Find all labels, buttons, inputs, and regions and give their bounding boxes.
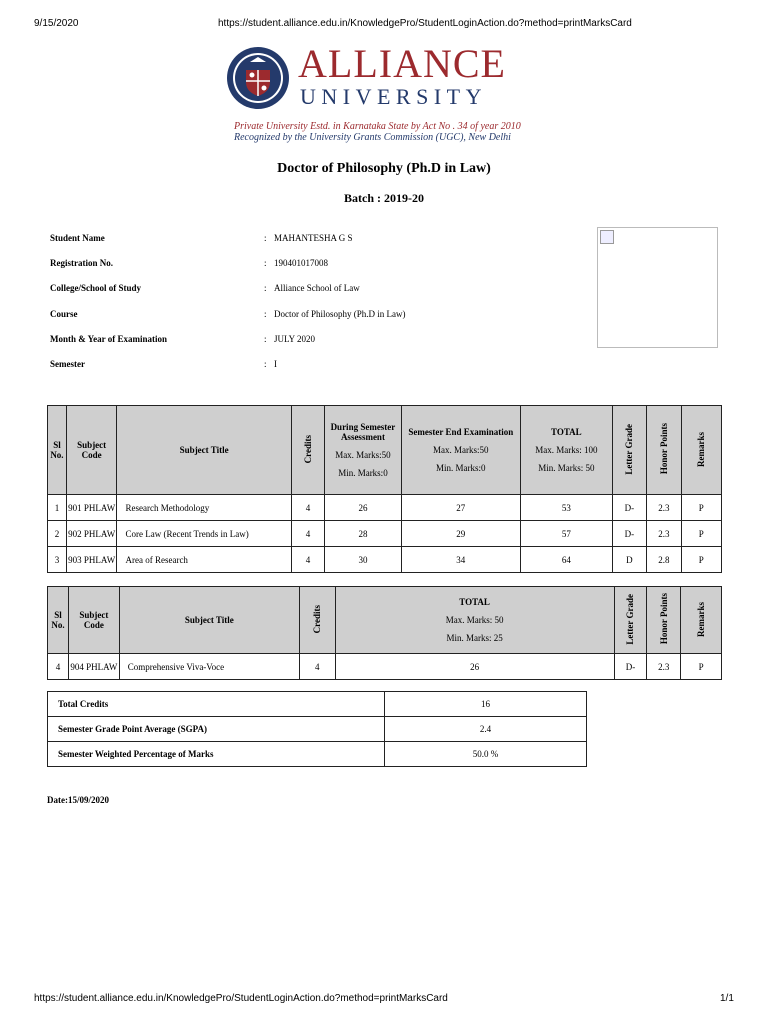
course-label: Course <box>50 309 78 319</box>
cell-points: 2.8 <box>647 547 681 573</box>
col-honor-points: Honor Points <box>647 587 681 654</box>
total-max: Max. Marks: 50 <box>445 615 504 625</box>
total-heading: TOTAL <box>459 597 490 607</box>
cell-points: 2.3 <box>647 495 681 521</box>
cell-remarks: P <box>681 547 721 573</box>
cell-remarks: P <box>681 495 721 521</box>
cell-total: 57 <box>521 521 613 547</box>
col-total <box>521 406 613 495</box>
logo-tagline-estd: Private University Estd. in Karnataka State by Act No . 34 of year 2010 <box>234 121 521 132</box>
cell-credits: 4 <box>291 547 324 573</box>
issue-date: Date:15/09/2020 <box>47 795 109 805</box>
cell-credits: 4 <box>299 654 335 680</box>
col-subject-title: Subject Title <box>119 587 299 654</box>
student-name-value: MAHANTESHA G S <box>274 233 353 243</box>
colon: : <box>264 233 267 243</box>
cell-grade: D- <box>612 521 646 547</box>
total-credits-value: 16 <box>385 692 587 717</box>
dsa-min: Min. Marks:0 <box>338 468 388 478</box>
col-subject-title: Subject Title <box>117 406 291 495</box>
university-seal-logo <box>226 46 290 110</box>
total-max: Max. Marks: 100 <box>535 445 598 455</box>
cell-grade: D- <box>612 495 646 521</box>
col-sl-no: Sl No. <box>48 587 69 654</box>
course-value: Doctor of Philosophy (Ph.D in Law) <box>274 309 406 319</box>
cell-code: 903 PHLAW <box>66 547 117 573</box>
cell-code: 902 PHLAW <box>66 521 117 547</box>
cell-grade: D <box>612 547 646 573</box>
summary-row <box>48 692 587 717</box>
registration-label: Registration No. <box>50 258 113 268</box>
cell-sl: 4 <box>48 654 69 680</box>
total-heading: TOTAL <box>550 427 582 437</box>
cell-title: Core Law (Recent Trends in Law) <box>117 521 291 547</box>
viva-table <box>47 586 722 680</box>
college-label: College/School of Study <box>50 283 142 293</box>
student-photo <box>597 227 718 348</box>
cell-total: 53 <box>521 495 613 521</box>
col-credits: Credits <box>291 406 324 495</box>
weighted-percentage-label: Semester Weighted Percentage of Marks <box>48 742 385 767</box>
marks-table <box>47 405 722 573</box>
cell-dsa: 28 <box>325 521 401 547</box>
col-subject-code: Subject Code <box>66 406 117 495</box>
cell-total: 64 <box>521 547 613 573</box>
student-name-label: Student Name <box>50 233 105 243</box>
exam-month-label: Month & Year of Examination <box>50 334 167 344</box>
table-row <box>48 654 722 680</box>
cell-dsa: 30 <box>325 547 401 573</box>
table-row <box>48 547 722 573</box>
cell-dsa: 26 <box>325 495 401 521</box>
cell-credits: 4 <box>291 521 324 547</box>
see-heading: Semester End Examination <box>408 427 514 437</box>
see-max: Max. Marks:50 <box>433 445 489 455</box>
cell-remarks: P <box>681 521 721 547</box>
sgpa-value: 2.4 <box>385 717 587 742</box>
total-min: Min. Marks: 50 <box>538 463 595 473</box>
col-remarks: Remarks <box>681 406 721 495</box>
summary-row <box>48 742 587 767</box>
sgpa-label: Semester Grade Point Average (SGPA) <box>48 717 385 742</box>
col-subject-code: Subject Code <box>68 587 119 654</box>
print-url: https://student.alliance.edu.in/KnowledgePro/StudentLoginAction.do?method=printMarksCard <box>218 18 632 29</box>
col-during-semester <box>325 406 401 495</box>
cell-title: Comprehensive Viva-Voce <box>119 654 299 680</box>
cell-see: 29 <box>401 521 520 547</box>
summary-table <box>47 691 587 767</box>
summary-row <box>48 717 587 742</box>
logo-wordmark: ALLIANCE <box>298 41 506 86</box>
cell-code: 901 PHLAW <box>66 495 117 521</box>
cell-title: Research Methodology <box>117 495 291 521</box>
col-letter-grade: Letter Grade <box>614 587 647 654</box>
colon: : <box>264 334 267 344</box>
cell-see: 27 <box>401 495 520 521</box>
colon: : <box>264 359 267 369</box>
weighted-percentage-value: 50.0 % <box>385 742 587 767</box>
logo-tagline-ugc: Recognized by the University Grants Commission (UGC), New Delhi <box>234 132 511 143</box>
broken-image-icon <box>600 230 614 244</box>
cell-points: 2.3 <box>647 654 681 680</box>
colon: : <box>264 309 267 319</box>
cell-sl: 1 <box>48 495 67 521</box>
col-semester-end <box>401 406 520 495</box>
college-value: Alliance School of Law <box>274 283 360 293</box>
cell-credits: 4 <box>291 495 324 521</box>
col-remarks: Remarks <box>681 587 722 654</box>
cell-see: 34 <box>401 547 520 573</box>
cell-code: 904 PHLAW <box>68 654 119 680</box>
print-page-number: 1/1 <box>720 993 734 1004</box>
total-credits-label: Total Credits <box>48 692 385 717</box>
cell-sl: 3 <box>48 547 67 573</box>
col-honor-points: Honor Points <box>647 406 681 495</box>
table-header-row <box>48 587 722 654</box>
cell-title: Area of Research <box>117 547 291 573</box>
semester-value: I <box>274 359 277 369</box>
dsa-max: Max. Marks:50 <box>335 450 391 460</box>
print-date: 9/15/2020 <box>34 18 79 29</box>
cell-points: 2.3 <box>647 521 681 547</box>
cell-total: 26 <box>335 654 614 680</box>
col-total <box>335 587 614 654</box>
cell-grade: D- <box>614 654 647 680</box>
table-header-row <box>48 406 722 495</box>
semester-label: Semester <box>50 359 85 369</box>
print-footer-url: https://student.alliance.edu.in/KnowledgePro/StudentLoginAction.do?method=printMarksCard <box>34 993 448 1004</box>
col-sl-no: Sl No. <box>48 406 67 495</box>
table-row <box>48 521 722 547</box>
total-min: Min. Marks: 25 <box>446 633 503 643</box>
exam-month-value: JULY 2020 <box>274 334 316 344</box>
cell-sl: 2 <box>48 521 67 547</box>
col-letter-grade: Letter Grade <box>612 406 646 495</box>
batch-label: Batch : 2019-20 <box>344 191 424 205</box>
registration-value: 190401017008 <box>274 258 328 268</box>
col-credits: Credits <box>299 587 335 654</box>
logo-subtitle: UNIVERSITY <box>300 84 487 109</box>
dsa-heading: During Semester Assessment <box>330 422 396 442</box>
cell-remarks: P <box>681 654 722 680</box>
colon: : <box>264 283 267 293</box>
colon: : <box>264 258 267 268</box>
document-title: Doctor of Philosophy (Ph.D in Law) <box>277 161 491 176</box>
table-row <box>48 495 722 521</box>
see-min: Min. Marks:0 <box>436 463 486 473</box>
